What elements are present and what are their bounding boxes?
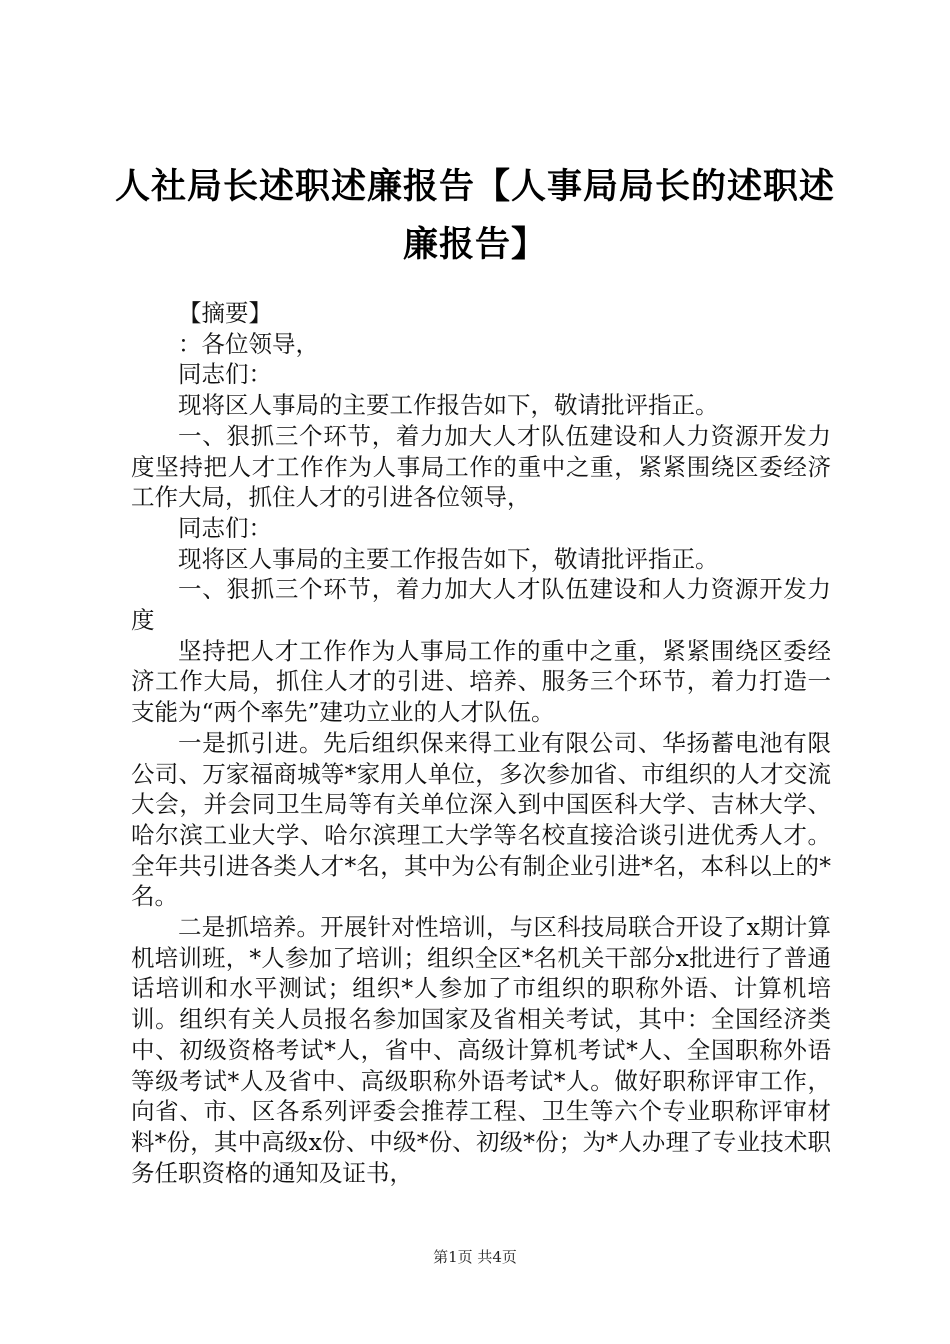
paragraph-intro: 现将区人事局的主要工作报告如下，敬请批评指正。: [178, 391, 719, 420]
paragraph-recruitment: 一是抓引进。先后组织保来得工业有限公司、华扬蓄电池有限公司、万家福商城等*家用人单位，多次参加省、市组织的人才交流大会，并会同卫生局等有关单位深入到中国医科大学、吉林大学、哈尔滨工业大学、哈尔滨理工大学等名校直接洽谈引进优秀人才。全年共引进各类人才*名，其中为公有制企业引进*名，本科以上的*名。: [131, 728, 831, 911]
paragraph-section-one-heading: 一、狠抓三个环节，着力加大人才队伍建设和人力资源开发力度: [131, 575, 831, 635]
paragraph-salutation: ：各位领导，: [178, 329, 319, 358]
paragraph-intro-repeat: 现将区人事局的主要工作报告如下，敬请批评指正。: [178, 544, 719, 573]
paragraph-section-one-summary: 一、狠抓三个环节，着力加大人才队伍建设和人力资源开发力度坚持把人才工作作为人事局工作的重中之重，紧紧围绕区委经济工作大局，抓住人才的引进各位领导，: [131, 421, 831, 512]
paragraph-comrades-repeat: 同志们：: [178, 513, 272, 542]
paragraph-talent-work: 坚持把人才工作作为人事局工作的重中之重，紧紧围绕区委经济工作大局，抓住人才的引进、培养、服务三个环节，着力打造一支能为“两个率先”建功立业的人才队伍。: [131, 636, 831, 727]
page-footer: 第1页 共4页: [433, 1248, 517, 1266]
paragraph-comrades: 同志们：: [178, 360, 272, 389]
document-body: [131, 298, 831, 1188]
paragraph-training: 二是抓培养。开展针对性培训，与区科技局联合开设了x期计算机培训班，*人参加了培训；组织全区*名机关干部分x批进行了普通话培训和水平测试；组织*人参加了市组织的职称外语、计算机培训。组织有关人员报名参加国家及省相关考试，其中：全国经济类中、初级资格考试*人，省中、高级计算机考试*人、全国职称外语等级考试*人及省中、高级职称外语考试*人。做好职称评审工作，向省、市、区各系列评委会推荐工程、卫生等六个专业职称评审材料*份，其中高级x份、中级*份、初级*份；为*人办理了专业技术职务任职资格的通知及证书，: [131, 913, 831, 1187]
document-title: 人社局长述职述廉报告【人事局局长的述职述廉报告】: [114, 167, 835, 265]
paragraph-abstract-label: 【摘要】: [178, 299, 272, 327]
